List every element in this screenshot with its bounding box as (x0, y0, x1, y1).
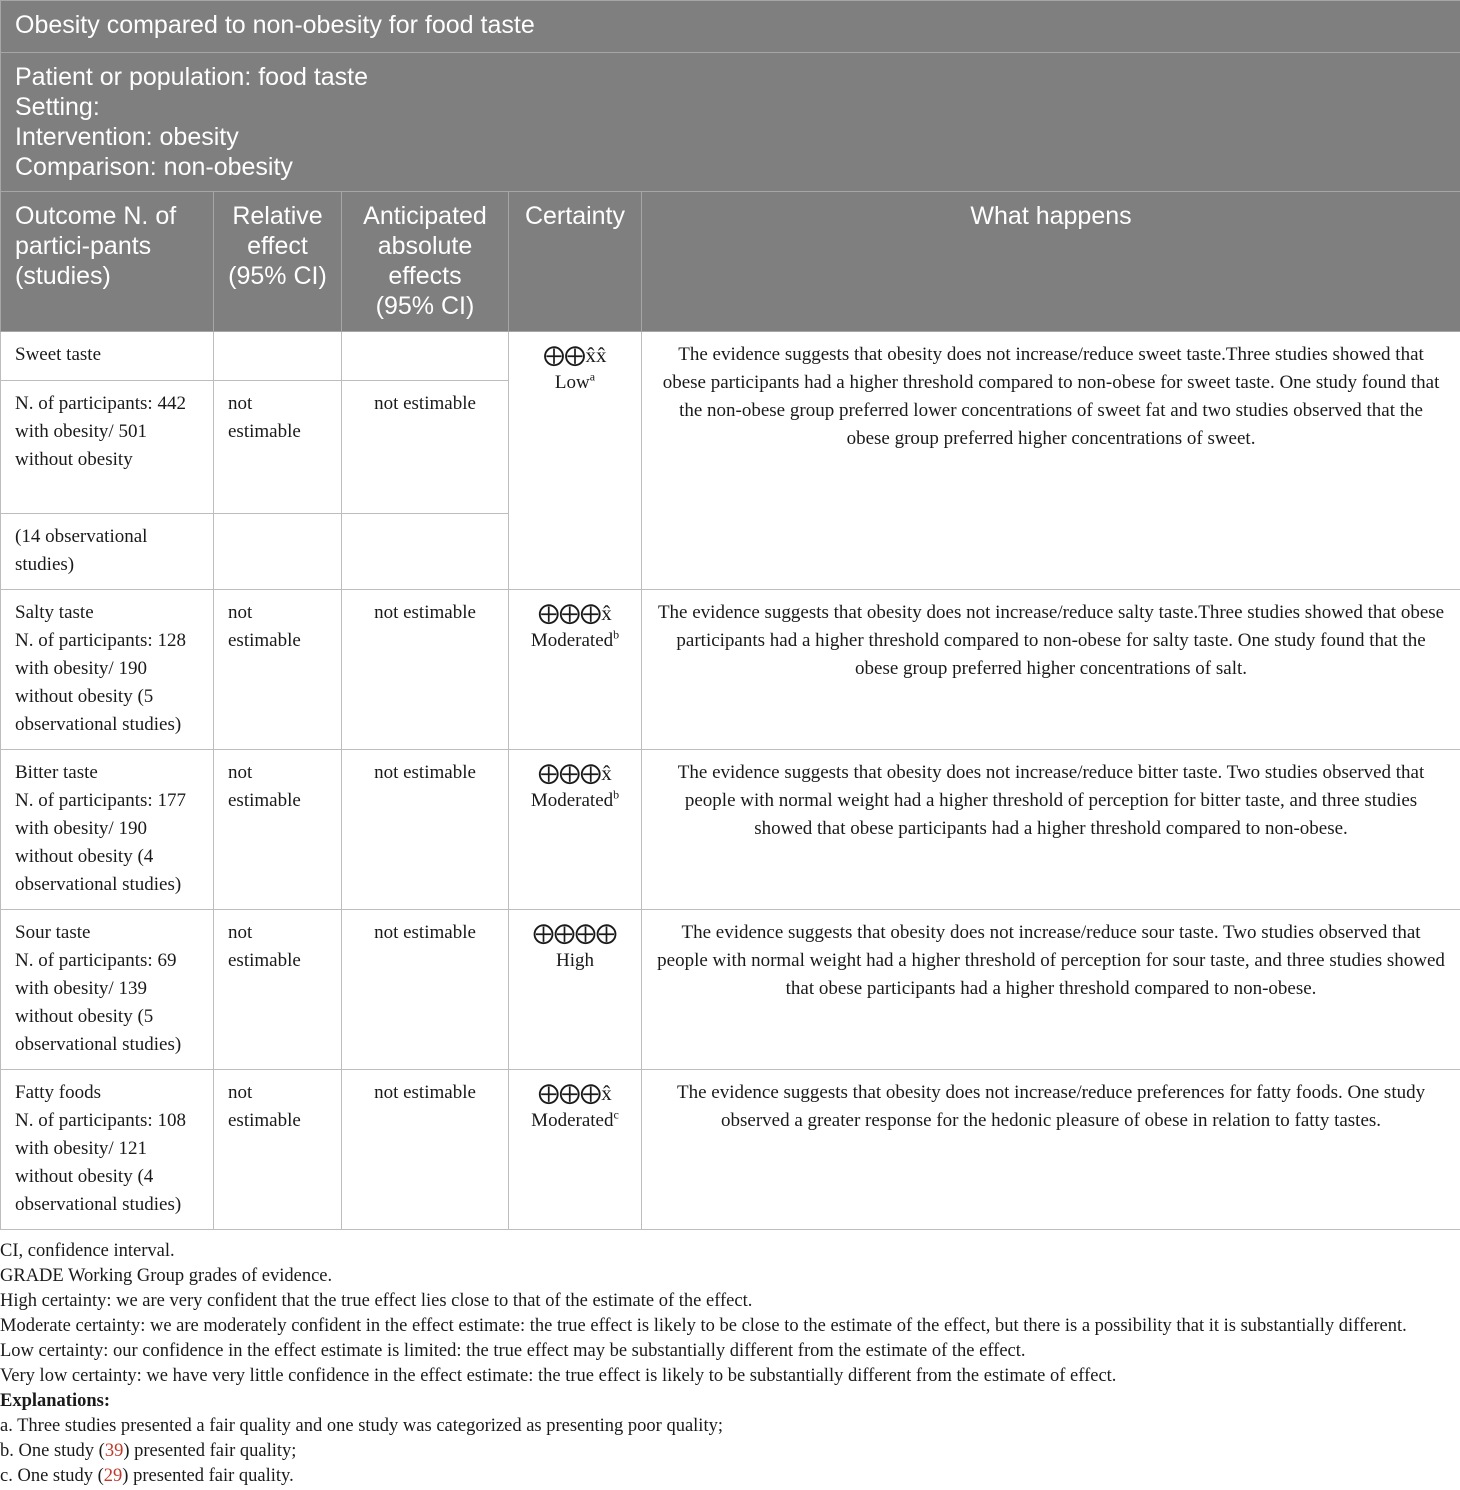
outcome-name: Fatty foods (15, 1082, 102, 1103)
absolute-effect-cell: not estimable (342, 381, 509, 514)
empty-cell (214, 332, 342, 381)
explanation-b-text: b. One study ( (0, 1441, 105, 1461)
certainty-note: b (613, 627, 620, 642)
what-happens-cell: The evidence suggests that obesity does not increase/reduce sour taste. Two studies observed that people with normal weight had a higher threshold of perception for sour taste, and three studies showed that obese participants had a higher threshold compared to non-obese. (642, 910, 1460, 1070)
certainty-label: Moderated (530, 790, 614, 811)
table-row (1, 332, 1460, 381)
certainty-cell (509, 1070, 642, 1230)
header-certainty: Certainty (509, 192, 642, 332)
certainty-note: b (613, 787, 620, 802)
certainty-label: Moderated (531, 1110, 614, 1131)
table-row (1, 910, 1460, 1070)
relative-effect-cell: not estimable (214, 1070, 342, 1230)
reference-link[interactable]: 39 (104, 1441, 124, 1461)
what-happens-cell: The evidence suggests that obesity does not increase/reduce preferences for fatty foods. One study observed a greater response for the hedonic pleasure of obese in relation to fatty tastes. (642, 1070, 1460, 1230)
table-row (1, 1070, 1460, 1230)
header-relative-effect: Relative effect (95% CI) (214, 192, 342, 332)
table-footnotes (0, 1239, 1460, 1489)
outcome-participants: N. of participants: 177 with obesity/ 190 without obesity (4 observational studies) (15, 790, 186, 895)
certainty-label: High (556, 950, 594, 971)
outcome-participants: N. of participants: 69 with obesity/ 139 without obesity (5 observational studies) (15, 950, 182, 1055)
absolute-effect-cell: not estimable (342, 590, 509, 750)
certainty-cell (509, 590, 642, 750)
pico-row (1, 53, 1460, 192)
what-happens-cell: The evidence suggests that obesity does not increase/reduce sweet taste.Three studies showed that obese participants had a higher threshold compared to non-obese for sweet taste. One study found that the non-obese group preferred lower concentrations of sweet fat and two studies observed that the obese group preferred higher concentrations of sweet. (642, 332, 1460, 590)
outcome-studies: (14 observational studies) (1, 514, 214, 590)
footnote-ci: CI, confidence interval. (0, 1241, 175, 1261)
explanation-b-text: ) presented fair quality; (123, 1441, 297, 1461)
grade-symbols: ⨁⨁⨁x̂ (538, 601, 612, 625)
absolute-effect-cell: not estimable (342, 910, 509, 1070)
empty-cell (342, 514, 509, 590)
explanation-c-text: c. One study ( (0, 1466, 104, 1486)
outcome-cell (1, 910, 214, 1070)
pico-setting: Setting: (15, 93, 100, 121)
footnote-high: High certainty: we are very confident that the true effect lies close to that of the estimate of the effect. (0, 1291, 753, 1311)
header-what-happens: What happens (642, 192, 1460, 332)
grade-symbols: ⨁⨁⨁x̂ (538, 761, 612, 785)
empty-cell (342, 332, 509, 381)
certainty-cell (509, 910, 642, 1070)
certainty-label: Low (554, 372, 590, 393)
table-title: Obesity compared to non-obesity for food taste (1, 1, 1460, 53)
certainty-cell (509, 332, 642, 590)
outcome-name: Sweet taste (1, 332, 214, 381)
empty-cell (214, 514, 342, 590)
outcome-name: Sour taste (15, 922, 91, 943)
table-row (1, 590, 1460, 750)
column-header-row (1, 192, 1460, 332)
certainty-note: c (613, 1107, 619, 1122)
explanation-b (0, 1439, 1460, 1464)
table-row (1, 750, 1460, 910)
relative-effect-cell: not estimable (214, 590, 342, 750)
explanation-c (0, 1464, 1460, 1489)
certainty-note: a (589, 369, 596, 384)
absolute-effect-cell: not estimable (342, 750, 509, 910)
header-absolute-effects: Anticipated absolute effects (95% CI) (342, 192, 509, 332)
grade-symbols: ⨁⨁⨁⨁ (533, 921, 617, 945)
explanation-c-text: ) presented fair quality. (122, 1466, 294, 1486)
explanations-heading: Explanations: (0, 1391, 111, 1411)
what-happens-cell: The evidence suggests that obesity does not increase/reduce bitter taste. Two studies observed that people with normal weight had a higher threshold of perception for bitter taste, and three studies showed that obese participants had a higher threshold compared to non-obese. (642, 750, 1460, 910)
reference-link[interactable]: 29 (103, 1466, 123, 1486)
header-outcome: Outcome N. of partici-pants (studies) (1, 192, 214, 332)
footnote-moderate: Moderate certainty: we are moderately confident in the effect estimate: the true effect is likely to be close to the estimate of the effect, but there is a possibility that it is substantially different. (0, 1316, 1407, 1336)
what-happens-cell: The evidence suggests that obesity does not increase/reduce salty taste.Three studies showed that obese participants had a higher threshold compared to non-obese for salty taste. One study found that the obese group preferred higher concentrations of salt. (642, 590, 1460, 750)
grade-symbols: ⨁⨁x̂x̂ (543, 343, 607, 367)
pico-comparison: Comparison: non-obesity (15, 153, 293, 181)
explanation-a: a. Three studies presented a fair quality and one study was categorized as presenting poor quality; (0, 1416, 723, 1436)
outcome-cell (1, 750, 214, 910)
outcome-cell (1, 590, 214, 750)
outcome-participants: N. of participants: 108 with obesity/ 121 without obesity (4 observational studies) (15, 1110, 186, 1215)
pico-intervention: Intervention: obesity (15, 123, 239, 151)
title-row (1, 1, 1460, 53)
outcome-participants: N. of participants: 128 with obesity/ 190 without obesity (5 observational studies) (15, 630, 186, 735)
relative-effect-cell: not estimable (214, 381, 342, 514)
footnote-low: Low certainty: our confidence in the effect estimate is limited: the true effect may be substantially different from the estimate of the effect. (0, 1341, 1026, 1361)
outcome-name: Salty taste (15, 602, 94, 623)
certainty-cell (509, 750, 642, 910)
outcome-participants: N. of participants: 442 with obesity/ 501 without obesity (1, 381, 214, 514)
certainty-label: Moderated (530, 630, 614, 651)
absolute-effect-cell: not estimable (342, 1070, 509, 1230)
relative-effect-cell: not estimable (214, 750, 342, 910)
outcome-name: Bitter taste (15, 762, 98, 783)
outcome-cell (1, 1070, 214, 1230)
pico-population: Patient or population: food taste (15, 63, 369, 91)
relative-effect-cell: not estimable (214, 910, 342, 1070)
grade-symbols: ⨁⨁⨁x̂ (538, 1081, 612, 1105)
pico-block (1, 53, 1460, 192)
footnote-grade: GRADE Working Group grades of evidence. (0, 1266, 333, 1286)
footnote-very-low: Very low certainty: we have very little confidence in the effect estimate: the true effect is likely to be substantially different from the estimate of effect. (0, 1366, 1117, 1386)
